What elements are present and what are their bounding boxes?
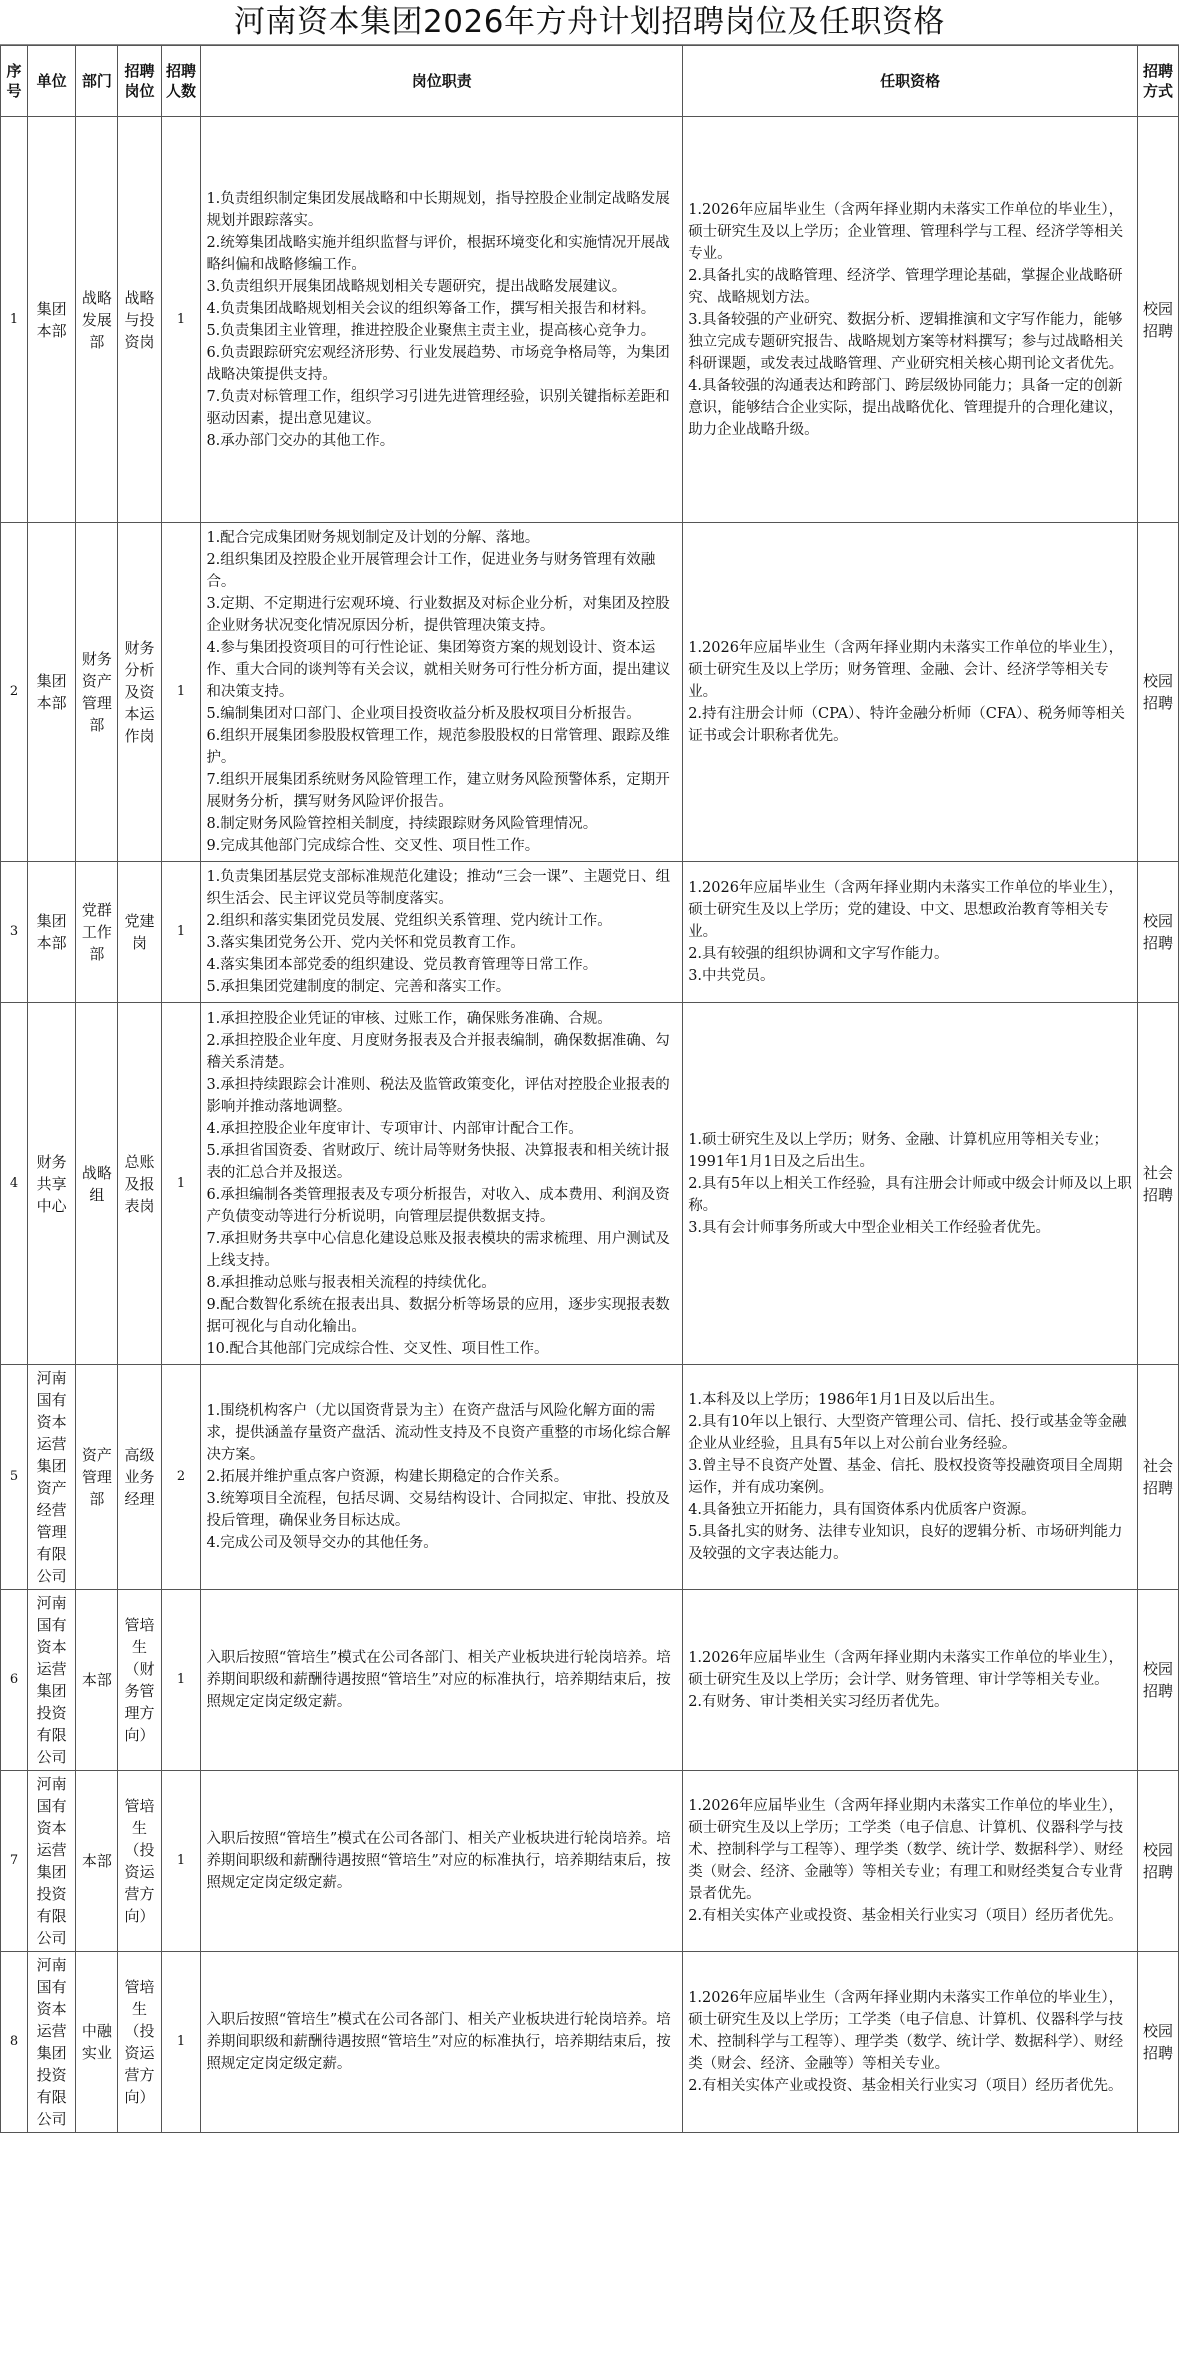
duty-item: 3.落实集团党务公开、党内关怀和党员教育工作。 bbox=[206, 935, 525, 951]
duty-item: 8.制定财务风险管控相关制度，持续跟踪财务风险管理情况。 bbox=[206, 816, 598, 832]
duty-item: 7.组织开展集团系统财务风险管理工作，建立财务风险预警体系，定期开展财务分析，撰写财务风险评价报告。 bbox=[206, 772, 670, 810]
cell-duty bbox=[201, 1003, 683, 1365]
cell-dept: 本部 bbox=[76, 1771, 118, 1952]
cell-dept: 战略发展部 bbox=[76, 117, 118, 523]
duty-item: 3.统筹项目全流程，包括尽调、交易结构设计、合同拟定、审批、投放及投后管理，确保业务目标达成。 bbox=[206, 1491, 670, 1529]
duty-item: 10.配合其他部门完成综合性、交叉性、项目性工作。 bbox=[206, 1340, 549, 1357]
table-row bbox=[1, 523, 1179, 862]
cell-count: 1 bbox=[161, 117, 201, 523]
qual-item: 1.2026年应届毕业生（含两年择业期内未落实工作单位的毕业生），硕士研究生及以上学历；工学类（电子信息、计算机、仪器科学与技术、控制科学与工程等）、理学类（数学、统计学、数据科学）、财经类（财会、经济、金融等）等相关专业。 bbox=[688, 1990, 1124, 2072]
duty-item: 1.负责集团基层党支部标准规范化建设；推动“三会一课”、主题党日、组织生活会、民主评议党员等制度落实。 bbox=[206, 869, 671, 907]
recruitment-table bbox=[0, 45, 1179, 2133]
cell-seq: 5 bbox=[1, 1365, 28, 1590]
cell-seq: 6 bbox=[1, 1590, 28, 1771]
duty-item: 6.组织开展集团参股股权管理工作，规范参股股权的日常管理、跟踪及维护。 bbox=[206, 728, 670, 766]
document-title: 河南资本集团2026年方舟计划招聘岗位及任职资格 bbox=[0, 0, 1179, 45]
cell-duty bbox=[201, 1365, 683, 1590]
table-header-row bbox=[1, 46, 1179, 117]
cell-count: 1 bbox=[161, 1952, 201, 2133]
header-count: 招聘人数 bbox=[161, 46, 201, 117]
table-row bbox=[1, 1365, 1179, 1590]
cell-post: 高级业务经理 bbox=[118, 1365, 161, 1590]
cell-qual bbox=[683, 862, 1138, 1003]
cell-count: 1 bbox=[161, 1003, 201, 1365]
duty-item: 3.定期、不定期进行宏观环境、行业数据及对标企业分析，对集团及控股企业财务状况变化情况原因分析，提供管理决策支持。 bbox=[206, 596, 670, 634]
duty-item: 5.负责集团主业管理，推进控股企业聚焦主责主业，提高核心竞争力。 bbox=[206, 322, 656, 339]
cell-qual bbox=[683, 523, 1138, 862]
duty-item: 6.负责跟踪研究宏观经济形势、行业发展趋势、市场竞争格局等，为集团战略决策提供支持。 bbox=[206, 344, 670, 383]
qual-item: 2.具有5年以上相关工作经验，具有注册会计师或中级会计师及以上职称。 bbox=[688, 1175, 1132, 1214]
duty-item: 4.承担控股企业年度审计、专项审计、内部审计配合工作。 bbox=[206, 1120, 583, 1137]
cell-unit: 集团本部 bbox=[27, 523, 75, 862]
qual-item: 1.本科及以上学历；1986年1月1日及以后出生。 bbox=[688, 1392, 1004, 1408]
header-qual: 任职资格 bbox=[683, 46, 1138, 117]
duty-item: 2.组织集团及控股企业开展管理会计工作，促进业务与财务管理有效融合。 bbox=[206, 552, 656, 590]
qual-item: 1.2026年应届毕业生（含两年择业期内未落实工作单位的毕业生），硕士研究生及以上学历；企业管理、管理科学与工程、经济学等相关专业。 bbox=[688, 201, 1124, 262]
cell-dept: 党群工作部 bbox=[76, 862, 118, 1003]
cell-qual bbox=[683, 1771, 1138, 1952]
cell-dept: 资产管理部 bbox=[76, 1365, 118, 1590]
header-method: 招聘方式 bbox=[1138, 46, 1179, 117]
duty-item: 8.承办部门交办的其他工作。 bbox=[206, 432, 395, 449]
qual-item: 3.曾主导不良资产处置、基金、信托、股权投资等投融资项目全周期运作，并有成功案例。 bbox=[688, 1458, 1123, 1496]
cell-method: 社会招聘 bbox=[1138, 1365, 1179, 1590]
cell-unit: 河南国有资本运营集团投资有限公司 bbox=[27, 1771, 75, 1952]
cell-seq: 2 bbox=[1, 523, 28, 862]
duty-item: 5.承担省国资委、省财政厅、统计局等财务快报、决算报表和相关统计报表的汇总合并及报送。 bbox=[206, 1142, 670, 1181]
cell-dept: 战略组 bbox=[76, 1003, 118, 1365]
qual-item: 2.具有较强的组织协调和文字写作能力。 bbox=[688, 946, 949, 962]
cell-qual bbox=[683, 117, 1138, 523]
cell-post: 战略与投资岗 bbox=[118, 117, 161, 523]
cell-post: 管培生（投资运营方向） bbox=[118, 1952, 161, 2133]
duty-item: 1.负责组织制定集团发展战略和中长期规划，指导控股企业制定战略发展规划并跟踪落实。 bbox=[206, 190, 670, 229]
qual-item: 3.中共党员。 bbox=[688, 968, 775, 984]
duty-item: 9.配合数智化系统在报表出具、数据分析等场景的应用，逐步实现报表数据可视化与自动化输出。 bbox=[206, 1296, 670, 1335]
table-row bbox=[1, 862, 1179, 1003]
header-seq: 序号 bbox=[1, 46, 28, 117]
duty-item: 入职后按照“管培生”模式在公司各部门、相关产业板块进行轮岗培养。培养期间职级和薪酬待遇按照“管培生”对应的标准执行，培养期结束后，按照规定定岗定级定薪。 bbox=[206, 1650, 671, 1710]
duty-item: 入职后按照“管培生”模式在公司各部门、相关产业板块进行轮岗培养。培养期间职级和薪酬待遇按照“管培生”对应的标准执行，培养期结束后，按照规定定岗定级定薪。 bbox=[206, 2012, 671, 2072]
cell-method: 校园招聘 bbox=[1138, 117, 1179, 523]
duty-item: 5.承担集团党建制度的制定、完善和落实工作。 bbox=[206, 979, 511, 995]
cell-method: 校园招聘 bbox=[1138, 1590, 1179, 1771]
qual-item: 2.持有注册会计师（CPA）、特许金融分析师（CFA）、税务师等相关证书或会计职称者优先。 bbox=[688, 706, 1125, 744]
cell-qual bbox=[683, 1590, 1138, 1771]
cell-unit: 河南国有资本运营集团投资有限公司 bbox=[27, 1590, 75, 1771]
qual-item: 5.具备扎实的财务、法律专业知识，良好的逻辑分析、市场研判能力及较强的文字表达能力。 bbox=[688, 1524, 1123, 1562]
cell-post: 总账及报表岗 bbox=[118, 1003, 161, 1365]
table-row bbox=[1, 117, 1179, 523]
duty-item: 7.承担财务共享中心信息化建设总账及报表模块的需求梳理、用户测试及上线支持。 bbox=[206, 1230, 670, 1269]
header-dept: 部门 bbox=[76, 46, 118, 117]
cell-post: 党建岗 bbox=[118, 862, 161, 1003]
cell-seq: 7 bbox=[1, 1771, 28, 1952]
cell-count: 1 bbox=[161, 1590, 201, 1771]
table-row bbox=[1, 1771, 1179, 1952]
header-post: 招聘岗位 bbox=[118, 46, 161, 117]
cell-count: 1 bbox=[161, 862, 201, 1003]
duty-item: 3.负责组织开展集团战略规划相关专题研究，提出战略发展建议。 bbox=[206, 278, 627, 295]
cell-method: 校园招聘 bbox=[1138, 1952, 1179, 2133]
cell-qual bbox=[683, 1003, 1138, 1365]
qual-item: 2.有财务、审计类相关实习经历者优先。 bbox=[688, 1694, 949, 1710]
cell-method: 校园招聘 bbox=[1138, 862, 1179, 1003]
qual-item: 1.2026年应届毕业生（含两年择业期内未落实工作单位的毕业生），硕士研究生及以上学历；会计学、财务管理、审计学等相关专业。 bbox=[688, 1650, 1124, 1688]
duty-item: 9.完成其他部门完成综合性、交叉性、项目性工作。 bbox=[206, 838, 540, 854]
cell-count: 1 bbox=[161, 1771, 201, 1952]
table-row bbox=[1, 1952, 1179, 2133]
qual-item: 4.具备较强的沟通表达和跨部门、跨层级协同能力；具备一定的创新意识，能够结合企业实际，提出战略优化、管理提升的合理化建议，助力企业战略升级。 bbox=[688, 377, 1124, 438]
cell-dept: 中融实业 bbox=[76, 1952, 118, 2133]
cell-duty bbox=[201, 523, 683, 862]
cell-count: 1 bbox=[161, 523, 201, 862]
duty-item: 4.参与集团投资项目的可行性论证、集团筹资方案的规划设计、资本运作、重大合同的谈判等有关会议，就相关财务可行性分析方面，提出建议和决策支持。 bbox=[206, 640, 671, 700]
cell-count: 2 bbox=[161, 1365, 201, 1590]
qual-item: 3.具有会计师事务所或大中型企业相关工作经验者优先。 bbox=[688, 1219, 1051, 1236]
duty-item: 2.承担控股企业年度、月度财务报表及合并报表编制，确保数据准确、勾稽关系清楚。 bbox=[206, 1032, 670, 1071]
duty-item: 1.围绕机构客户（尤以国资背景为主）在资产盘活与风险化解方面的需求，提供涵盖存量资产盘活、流动性支持及不良资产重整的市场化综合解决方案。 bbox=[206, 1403, 671, 1463]
qual-item: 1.2026年应届毕业生（含两年择业期内未落实工作单位的毕业生），硕士研究生及以上学历；财务管理、金融、会计、经济学等相关专业。 bbox=[688, 640, 1124, 700]
cell-unit: 集团本部 bbox=[27, 862, 75, 1003]
table-row bbox=[1, 1003, 1179, 1365]
cell-unit: 财务共享中心 bbox=[27, 1003, 75, 1365]
cell-duty bbox=[201, 1771, 683, 1952]
cell-method: 社会招聘 bbox=[1138, 1003, 1179, 1365]
cell-seq: 1 bbox=[1, 117, 28, 523]
duty-item: 4.落实集团本部党委的组织建设、党员教育管理等日常工作。 bbox=[206, 957, 598, 973]
cell-unit: 河南国有资本运营集团投资有限公司 bbox=[27, 1952, 75, 2133]
duty-item: 6.承担编制各类管理报表及专项分析报告，对收入、成本费用、利润及资产负债变动等进行分析说明，向管理层提供数据支持。 bbox=[206, 1186, 670, 1225]
table-row bbox=[1, 1590, 1179, 1771]
duty-item: 入职后按照“管培生”模式在公司各部门、相关产业板块进行轮岗培养。培养期间职级和薪酬待遇按照“管培生”对应的标准执行，培养期结束后，按照规定定岗定级定薪。 bbox=[206, 1831, 671, 1891]
qual-item: 1.2026年应届毕业生（含两年择业期内未落实工作单位的毕业生），硕士研究生及以上学历；党的建设、中文、思想政治教育等相关专业。 bbox=[688, 880, 1124, 940]
duty-item: 7.负责对标管理工作，组织学习引进先进管理经验，识别关键指标差距和驱动因素，提出意见建议。 bbox=[206, 388, 670, 427]
cell-duty bbox=[201, 1952, 683, 2133]
qual-item: 1.硕士研究生及以上学历；财务、金融、计算机应用等相关专业；1991年1月1日及之后出生。 bbox=[688, 1131, 1109, 1170]
duty-item: 4.负责集团战略规划相关会议的组织筹备工作，撰写相关报告和材料。 bbox=[206, 300, 656, 317]
duty-item: 1.承担控股企业凭证的审核、过账工作，确保账务准确、合规。 bbox=[206, 1010, 612, 1027]
cell-unit: 河南国有资本运营集团资产经营管理有限公司 bbox=[27, 1365, 75, 1590]
cell-seq: 8 bbox=[1, 1952, 28, 2133]
cell-post: 管培生（财务管理方向） bbox=[118, 1590, 161, 1771]
cell-dept: 财务资产管理部 bbox=[76, 523, 118, 862]
qual-item: 2.有相关实体产业或投资、基金相关行业实习（项目）经历者优先。 bbox=[688, 1908, 1123, 1924]
qual-item: 2.有相关实体产业或投资、基金相关行业实习（项目）经历者优先。 bbox=[688, 2078, 1123, 2094]
qual-item: 3.具备较强的产业研究、数据分析、逻辑推演和文字写作能力，能够独立完成专题研究报告、战略规划方案等材料撰写；参与过战略相关科研课题，或发表过战略管理、产业研究相关核心期刊论文者优先。 bbox=[688, 311, 1124, 372]
cell-seq: 4 bbox=[1, 1003, 28, 1365]
cell-duty bbox=[201, 117, 683, 523]
duty-item: 2.组织和落实集团党员发展、党组织关系管理、党内统计工作。 bbox=[206, 913, 612, 929]
cell-method: 校园招聘 bbox=[1138, 1771, 1179, 1952]
cell-qual bbox=[683, 1365, 1138, 1590]
qual-item: 2.具备扎实的战略管理、经济学、管理学理论基础，掌握企业战略研究、战略规划方法。 bbox=[688, 267, 1123, 306]
cell-qual bbox=[683, 1952, 1138, 2133]
cell-seq: 3 bbox=[1, 862, 28, 1003]
duty-item: 4.完成公司及领导交办的其他任务。 bbox=[206, 1535, 438, 1551]
cell-duty bbox=[201, 1590, 683, 1771]
cell-post: 管培生（投资运营方向） bbox=[118, 1771, 161, 1952]
header-duty: 岗位职责 bbox=[201, 46, 683, 117]
duty-item: 1.配合完成集团财务规划制定及计划的分解、落地。 bbox=[206, 530, 540, 546]
header-unit: 单位 bbox=[27, 46, 75, 117]
duty-item: 2.拓展并维护重点客户资源，构建长期稳定的合作关系。 bbox=[206, 1469, 569, 1485]
cell-dept: 本部 bbox=[76, 1590, 118, 1771]
duty-item: 2.统筹集团战略实施并组织监督与评价，根据环境变化和实施情况开展战略纠偏和战略修编工作。 bbox=[206, 234, 670, 273]
cell-method: 校园招聘 bbox=[1138, 523, 1179, 862]
cell-unit: 集团本部 bbox=[27, 117, 75, 523]
qual-item: 1.2026年应届毕业生（含两年择业期内未落实工作单位的毕业生），硕士研究生及以上学历；工学类（电子信息、计算机、仪器科学与技术、控制科学与工程等）、理学类（数学、统计学、数据科学）、财经类（财会、经济、金融等）等相关专业；有理工和财经类复合专业背景者优先。 bbox=[688, 1798, 1124, 1902]
duty-item: 3.承担持续跟踪会计准则、税法及监管政策变化，评估对控股企业报表的影响并推动落地调整。 bbox=[206, 1076, 670, 1115]
cell-post: 财务分析及资本运作岗 bbox=[118, 523, 161, 862]
duty-item: 5.编制集团对口部门、企业项目投资收益分析及股权项目分析报告。 bbox=[206, 706, 641, 722]
qual-item: 4.具备独立开拓能力，具有国资体系内优质客户资源。 bbox=[688, 1502, 1036, 1518]
qual-item: 2.具有10年以上银行、大型资产管理公司、信托、投行或基金等金融企业从业经验，且具有5年以上对公前台业务经验。 bbox=[688, 1414, 1127, 1452]
cell-duty bbox=[201, 862, 683, 1003]
duty-item: 8.承担推动总账与报表相关流程的持续优化。 bbox=[206, 1274, 496, 1291]
